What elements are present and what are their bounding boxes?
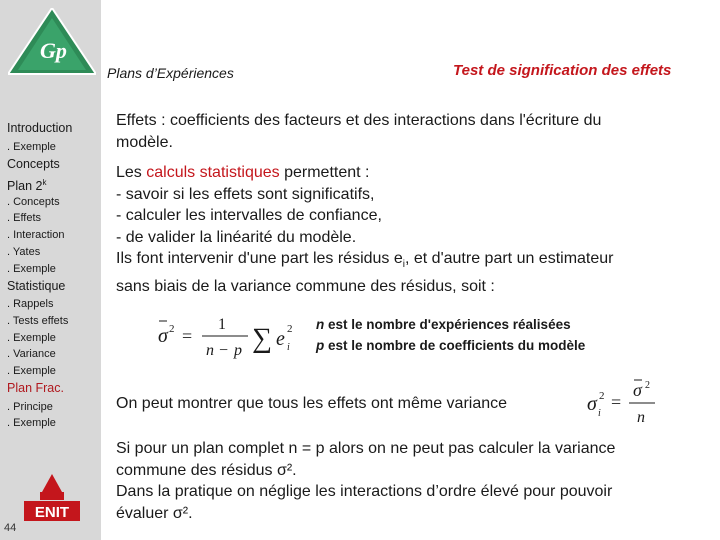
svg-text:i: i [598, 408, 601, 419]
nav-intro-exemple[interactable]: . Exemple [7, 141, 56, 153]
effets-definition: Effets : coefficients des facteurs et des interactions dans l'écriture du modèle. [116, 112, 602, 151]
gp-logo-icon [8, 8, 96, 80]
svg-text:∑: ∑ [252, 323, 272, 354]
svg-text:σ: σ [633, 380, 642, 400]
nav-interaction[interactable]: . Interaction [7, 229, 65, 241]
gp-logo-text: Gp [40, 38, 67, 63]
svg-text:−: − [219, 342, 229, 359]
nav-plan-2k[interactable]: Plan 2$^k$ [7, 178, 47, 194]
sidebar-nav [0, 0, 101, 540]
same-variance-text: On peut montrer que tous les effets ont même variance [116, 395, 508, 412]
effets-term: Effets [116, 112, 157, 129]
enit-logo-icon [22, 474, 82, 524]
statistical-calcs: Les calculs statistiques permettent : - savoir si les effets sont significatifs, - calculer les intervalles de confiance, - de valider la linéarité du modèle. Ils font intervenir d'une part les résidus $e_i$, et d'autre part un estimateur sans biais de la variance commune des résidus, soit : [116, 164, 614, 295]
svg-text:2: 2 [599, 390, 605, 402]
svg-text:2: 2 [169, 323, 175, 335]
nav-rappels[interactable]: . Rappels [7, 298, 54, 310]
complete-plan-note: Si pour un plan complet n = p alors on ne peut pas calculer la variance commune des résidus σ². Dans la pratique on néglige les interactions d’ordre élevé pour pouvoir évaluer σ². [116, 440, 616, 522]
svg-text:n: n [206, 342, 214, 359]
page-number: 44 [4, 522, 17, 534]
nav-frac-exemple[interactable]: . Exemple [7, 417, 56, 429]
nav-stat-exemple[interactable]: . Exemple [7, 332, 56, 344]
nav-plan-exemple[interactable]: . Exemple [7, 263, 56, 275]
bullet-significatifs: - savoir si les effets sont significatifs, [116, 185, 375, 203]
svg-text:e: e [276, 328, 285, 350]
effect-variance-formula [585, 376, 665, 428]
nav-variance[interactable]: . Variance [7, 348, 56, 360]
svg-text:1: 1 [218, 316, 226, 333]
nav-principe[interactable]: . Principe [7, 401, 53, 413]
svg-text:i: i [287, 342, 290, 353]
nav-effets[interactable]: . Effets [7, 212, 42, 224]
variance-estimator-formula [156, 312, 306, 360]
svg-text:σ: σ [158, 325, 168, 347]
svg-text:=: = [611, 392, 622, 412]
svg-text:p: p [234, 342, 242, 359]
course-subject: Plans d’Expériences [107, 65, 234, 81]
nav-variance-exemple[interactable]: . Exemple [7, 365, 56, 377]
svg-text:σ: σ [587, 393, 597, 415]
enit-logo-text: ENIT [34, 504, 70, 521]
bullet-intervalles: - calculer les intervalles de confiance, [116, 207, 382, 224]
highlight-calculs: calculs statistiques [146, 164, 280, 181]
nav-yates[interactable]: . Yates [7, 246, 41, 258]
nav-concepts-sub[interactable]: . Concepts [7, 196, 60, 208]
svg-text:=: = [182, 326, 193, 346]
svg-text:n: n [637, 409, 645, 426]
nav-tests-effets[interactable]: . Tests effets [7, 315, 69, 327]
bullet-linearite: - de valider la linéarité du modèle. [116, 228, 357, 246]
nav-concepts[interactable]: Concepts [7, 157, 60, 171]
slide-title: Test de signification des effets [453, 62, 672, 79]
note-n: n est le nombre d'expériences réalisées [316, 317, 571, 332]
nav-plan-frac[interactable]: Plan Frac. [7, 381, 64, 395]
svg-text:2: 2 [645, 380, 650, 391]
nav-statistique[interactable]: Statistique [7, 279, 66, 293]
note-p: p est le nombre de coefficients du modèle [316, 338, 586, 353]
svg-text:2: 2 [287, 323, 293, 335]
nav-introduction[interactable]: Introduction [7, 121, 73, 135]
